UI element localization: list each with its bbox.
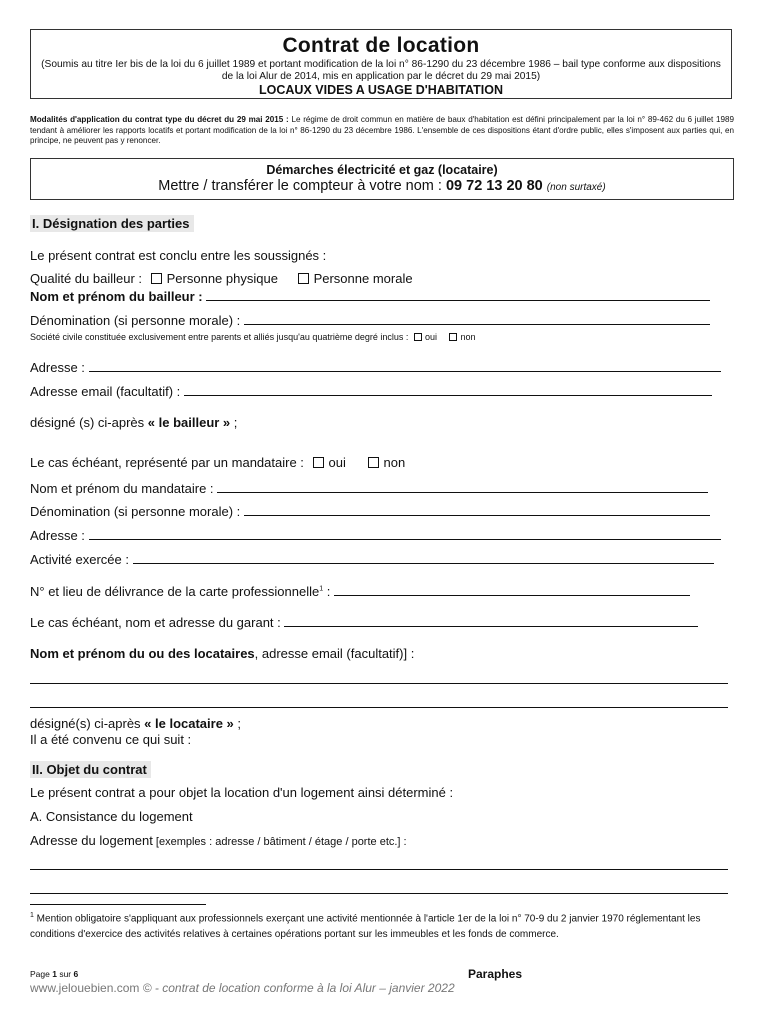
section-2-heading: II. Objet du contrat <box>30 761 151 778</box>
mandataire-non-label: non <box>383 455 406 470</box>
mandataire-oui-label: oui <box>328 455 346 470</box>
denomination2-field[interactable] <box>244 504 710 516</box>
garant-field[interactable] <box>284 615 698 627</box>
adresse2-label: Adresse : <box>30 528 85 543</box>
footer-credit <box>30 981 455 995</box>
designe-suffix: ; <box>230 415 238 430</box>
adresse-label: Adresse : <box>30 360 85 375</box>
energy-box <box>30 158 734 200</box>
modalites-text: Le régime de droit commun en matière de baux d'habitation est défini principalement par la loi n° 89-462 du 6 juillet 1989 tendant à améliorer les rapports locatifs et portant modification de la loi n° 86-1290 du 23 décembre 1986. L'ensemble de ces dispositions étant d'ordre public, elles s'imposent aux parties qui, en principe, ne peuvent pas y renoncer. <box>30 115 734 146</box>
nom-bailleur-row <box>30 289 710 304</box>
page-mid: sur <box>56 969 74 979</box>
checkbox-societe-oui[interactable] <box>414 333 422 341</box>
carte-pro-label: N° et lieu de délivrance de la carte professionnelle <box>30 584 320 599</box>
qualite-bailleur-row <box>30 271 413 286</box>
garant-label: Le cas échéant, nom et adresse du garant : <box>30 615 281 630</box>
nom-bailleur-label: Nom et prénom du bailleur : <box>30 289 203 304</box>
mandataire-label: Le cas échéant, représenté par un mandataire : <box>30 455 304 470</box>
adresse-logement-example: [exemples : adresse / bâtiment / étage / porte etc.] : <box>152 836 407 848</box>
activite-field[interactable] <box>133 552 714 564</box>
societe-non-label: non <box>460 332 476 342</box>
document-subtitle: (Soumis au titre Ier bis de la loi du 6 juillet 1989 et portant modification de la loi n° 86-1290 du 23 décembre 1986 – bail type conforme aux dispositions de la loi Alur de 2014, mis en application par le décret du 29 mai 2015) <box>41 59 721 82</box>
checkbox-personne-physique[interactable] <box>151 273 162 284</box>
societe-oui-label: oui <box>424 332 437 342</box>
designe-loc-bold: « le locataire » <box>144 716 234 731</box>
activite-row <box>30 552 714 567</box>
adresse-logement-line-1[interactable] <box>30 869 728 870</box>
paraphes-label: Paraphes <box>468 967 523 981</box>
page-total: 6 <box>73 969 79 979</box>
denomination-field[interactable] <box>244 313 710 325</box>
locataires-line-2[interactable] <box>30 707 728 708</box>
convenu-text: Il a été convenu ce qui suit : <box>30 732 192 747</box>
adresse-logement-line-2[interactable] <box>30 893 728 894</box>
societe-civile-label: Société civile constituée exclusivement entre parents et alliés jusqu'au quatrième degré inclus : <box>30 332 409 342</box>
adresse-logement-label: Adresse du logement <box>30 833 153 848</box>
denomination2-row <box>30 504 710 519</box>
energy-note: (non surtaxé) <box>546 182 606 193</box>
modalites-paragraph <box>30 115 734 147</box>
locataires-row <box>30 646 414 661</box>
adresse-field[interactable] <box>89 360 721 372</box>
societe-civile-row <box>30 332 476 342</box>
designe-bailleur-row <box>30 415 237 430</box>
checkbox-mandataire-non[interactable] <box>368 457 379 468</box>
locataires-bold: Nom et prénom du ou des locataires <box>30 646 255 661</box>
activite-label: Activité exercée : <box>30 552 129 567</box>
adresse-row <box>30 360 721 375</box>
carte-pro-field[interactable] <box>334 584 690 596</box>
qualite-label: Qualité du bailleur : <box>30 271 143 286</box>
carte-pro-row <box>30 584 690 599</box>
carte-pro-colon: : <box>323 584 331 599</box>
objet-intro: Le présent contrat a pour objet la location d'un logement ainsi déterminé : <box>30 785 454 800</box>
footnote-text: Mention obligatoire s'appliquant aux professionnels exerçant une activité mentionnée à l'article 1er de la loi n° 70-9 du 2 janvier 1970 réglementant les conditions d'exercice des activités relatives à certaines opérations portant sur les immeubles et les fonds de commerce. <box>30 913 701 940</box>
footnote-number: 1 <box>30 912 34 919</box>
modalites-label: Modalités d'application du contrat type du décret du 29 mai 2015 : <box>30 115 289 124</box>
denomination-row <box>30 313 710 328</box>
designe-prefix: désigné (s) ci-après <box>30 415 148 430</box>
energy-line <box>31 178 733 194</box>
email-field[interactable] <box>184 384 712 396</box>
adresse-logement-row <box>30 833 407 848</box>
checkbox-mandataire-oui[interactable] <box>313 457 324 468</box>
opt-physique-label: Personne physique <box>166 271 278 286</box>
energy-title: Démarches électricité et gaz (locataire) <box>266 163 498 177</box>
email-row <box>30 384 712 399</box>
page-number <box>30 969 78 979</box>
carte-pro-footnote-ref: 1 <box>319 585 324 593</box>
document-type: LOCAUX VIDES A USAGE D'HABITATION <box>259 83 503 97</box>
energy-phone[interactable]: 09 72 13 20 80 <box>445 178 543 194</box>
intro-text: Le présent contrat est conclu entre les soussignés : <box>30 248 327 263</box>
garant-row <box>30 615 698 630</box>
designe-bold: « le bailleur » <box>147 415 231 430</box>
page-prefix: Page <box>30 969 53 979</box>
nom-bailleur-field[interactable] <box>206 289 710 301</box>
footnote <box>30 908 730 942</box>
email-label: Adresse email (facultatif) : <box>30 384 181 399</box>
denomination-label: Dénomination (si personne morale) : <box>30 313 241 328</box>
adresse2-field[interactable] <box>89 528 721 540</box>
footer-url[interactable]: www.jelouebien.com <box>30 981 140 995</box>
consistance-heading: A. Consistance du logement <box>30 809 193 824</box>
checkbox-societe-non[interactable] <box>449 333 457 341</box>
nom-mandataire-row <box>30 481 708 496</box>
designe-loc-suffix: ; <box>233 716 242 731</box>
denomination2-label: Dénomination (si personne morale) : <box>30 504 241 519</box>
page-current: 1 <box>52 969 57 979</box>
adresse2-row <box>30 528 721 543</box>
locataires-line-1[interactable] <box>30 683 728 684</box>
footnote-separator <box>30 904 206 905</box>
locataires-rest: , adresse email (facultatif)] : <box>254 646 415 661</box>
nom-mandataire-label: Nom et prénom du mandataire : <box>30 481 214 496</box>
energy-text: Mettre / transférer le compteur à votre nom : <box>158 178 446 194</box>
nom-mandataire-field[interactable] <box>217 481 708 493</box>
opt-morale-label: Personne morale <box>313 271 413 286</box>
title-box <box>30 29 732 99</box>
mandataire-row <box>30 455 405 470</box>
section-1-heading: I. Désignation des parties <box>30 215 194 232</box>
footer-copyright: © - contrat de location conforme à la loi Alur – janvier 2022 <box>139 981 455 995</box>
designe-loc-prefix: désigné(s) ci-après <box>30 716 145 731</box>
document-title: Contrat de location <box>282 34 480 57</box>
checkbox-personne-morale[interactable] <box>298 273 309 284</box>
designe-locataire-row <box>30 716 241 731</box>
